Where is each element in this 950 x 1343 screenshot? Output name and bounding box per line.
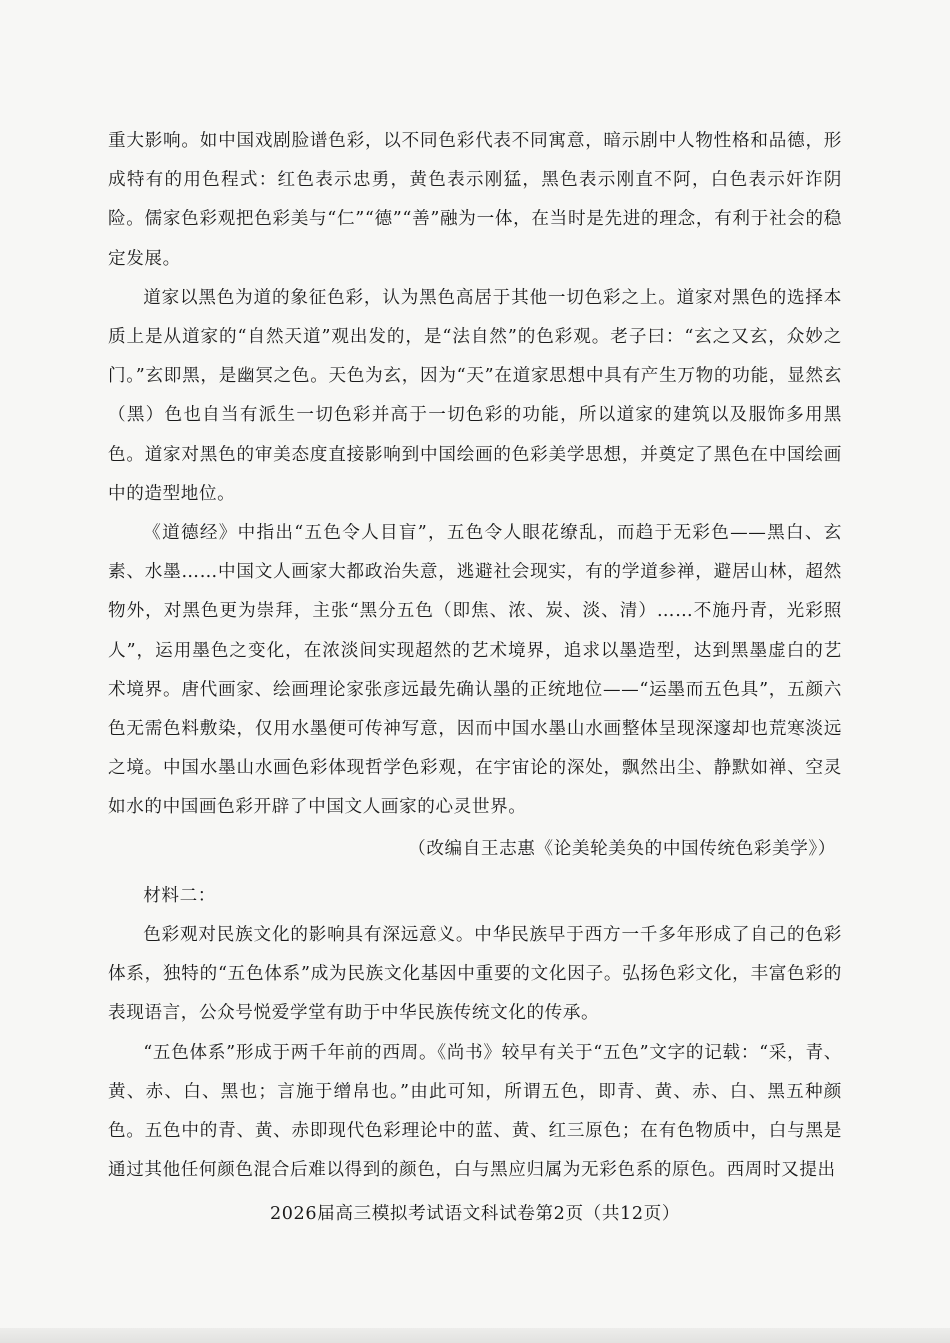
page-footer: 2026届高三模拟考试语文科试卷第2页（共12页） bbox=[269, 1204, 681, 1224]
paragraph-confucian-color: 重大影响。如中国戏剧脸谱色彩，以不同色彩代表不同寓意，暗示剧中人物性格和品德，形成特有的用色程式：红色表示忠勇，黄色表示刚猛，黑色表示刚直不阿，白色表示奸诈阴险。儒家色彩观把色彩美与“仁”“德”“善”融为一体，在当时是先进的理念，有利于社会的稳定发展。 bbox=[108, 131, 842, 269]
document-body bbox=[108, 122, 842, 1190]
scan-edge bbox=[0, 1328, 950, 1343]
paragraph-five-color-system: “五色体系”形成于两千年前的西周。《尚书》较早有关于“五色”文字的记载：“采，青、黄、赤、白、黑也；言施于缯帛也。”由此可知，所谓五色，即青、黄、赤、白、黑五种颜色。五色中的青、黄、赤即现代色彩理论中的蓝、黄、红三原色；在有色物质中，白与黑是通过其他任何颜色混合后难以得到的颜色，白与黑应归属为无彩色系的原色。西周时又提出 bbox=[108, 1042, 842, 1181]
paragraph-daodejing: 《道德经》中指出“五色令人目盲”，五色令人眼花缭乱，而趋于无彩色——黑白、玄素、水墨……中国文人画家大都政治失意，逃避社会现实，有的学道参禅，避居山林，超然物外，对黑色更为崇拜，主张“黑分五色（即焦、浓、炭、淡、清）……不施丹青，光彩照人”，运用墨色之变化，在浓淡间实现超然的艺术境界，追求以墨造型，达到黑墨虚白的艺术境界。唐代画家、绘画理论家张彦远最先确认墨的正统地位——“运墨而五色具”，五颜六色无需色料敷染，仅用水墨便可传神写意，因而中国水墨山水画整体呈现深邃却也荒寒淡远之境。中国水墨山水画色彩体现哲学色彩观，在宇宙论的深处，飘然出尘、静默如禅、空灵如水的中国画色彩开辟了中国文人画家的心灵世界。 bbox=[108, 523, 842, 818]
paragraph-taoist-black: 道家以黑色为道的象征色彩，认为黑色高居于其他一切色彩之上。道家对黑色的选择本质上是从道家的“自然天道”观出发的，是“法自然”的色彩观。老子曰：“玄之又玄，众妙之门。”玄即黑，是幽冥之色。天色为玄，因为“天”在道家思想中具有产生万物的功能，显然玄（黑）色也自当有派生一切色彩并高于一切色彩的功能，所以道家的建筑以及服饰多用黑色。道家对黑色的审美态度直接影响到中国绘画的色彩美学思想，并奠定了黑色在中国绘画中的造型地位。 bbox=[108, 287, 842, 504]
source-citation: （改编自王志惠《论美轮美奂的中国传统色彩美学》） bbox=[408, 838, 836, 859]
paragraph-color-culture: 色彩观对民族文化的影响具有深远意义。中华民族早于西方一千多年形成了自己的色彩体系，独特的“五色体系”成为民族文化基因中重要的文化因子。弘扬色彩文化，丰富色彩的表现语言，公众号悦爱学堂有助于中华民族传统文化的传承。 bbox=[108, 925, 842, 1024]
material-two-heading: 材料二： bbox=[143, 885, 216, 906]
